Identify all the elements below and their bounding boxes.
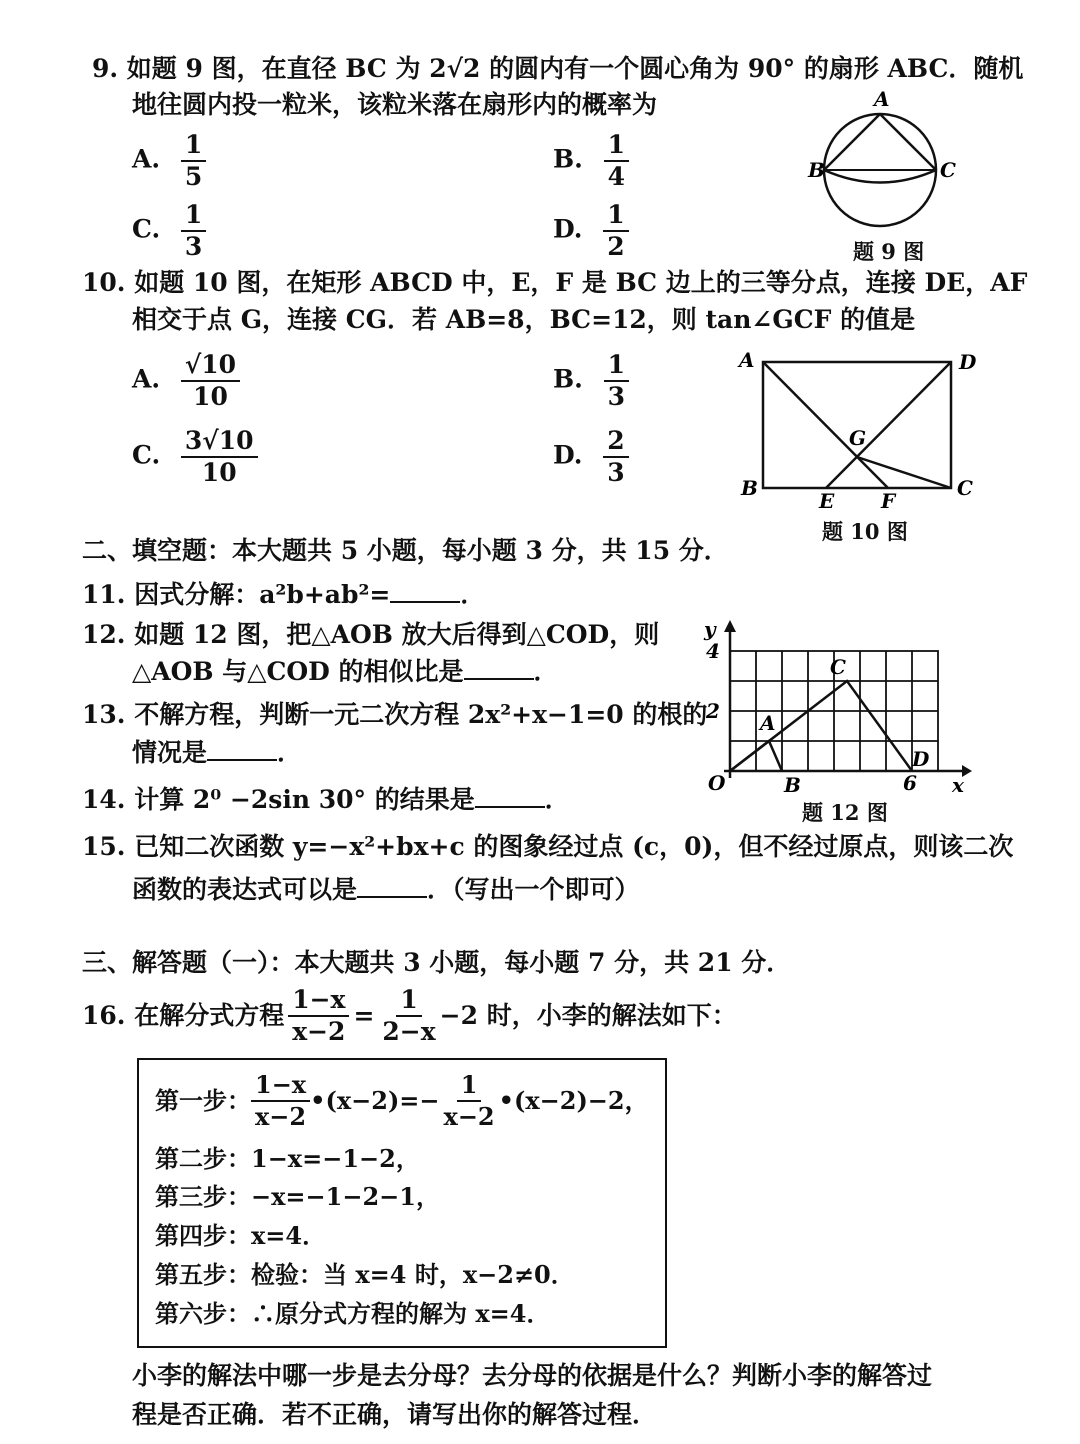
step-6: 第六步：∴原分式方程的解为 x=4． bbox=[155, 1299, 551, 1328]
point-d-label: D bbox=[912, 747, 930, 771]
denominator: 2 bbox=[607, 232, 625, 261]
q12-line1: 12. 如题 12 图，把△AOB 放大后得到△COD，则 bbox=[82, 620, 660, 649]
option-label: D. bbox=[553, 214, 583, 244]
option-label: B. bbox=[553, 364, 583, 394]
tick-label-x6: 6 bbox=[903, 771, 917, 795]
step-2: 第二步：1−x=−1−2， bbox=[155, 1144, 420, 1173]
q10-line1: 10. 如题 10 图，在矩形 ABCD 中，E，F 是 BC 边上的三等分点，连接 DE，AF bbox=[82, 268, 1028, 297]
fraction bbox=[181, 130, 206, 192]
fraction bbox=[288, 985, 349, 1047]
fraction bbox=[181, 426, 258, 488]
sector-arc bbox=[824, 170, 936, 183]
fraction bbox=[603, 426, 628, 488]
q13-end: ． bbox=[277, 738, 303, 767]
q15-end: ．（写出一个即可） bbox=[427, 875, 640, 904]
section-3-heading: 三、解答题（一）：本大题共 3 小题，每小题 7 分，共 21 分． bbox=[82, 948, 792, 977]
point-f-label: F bbox=[881, 489, 896, 513]
point-b-label: B bbox=[784, 773, 801, 797]
numerator: 2 bbox=[603, 426, 628, 458]
option-label: C. bbox=[132, 214, 161, 244]
tick-label-y4: 4 bbox=[706, 639, 720, 663]
tick-label-y2: 2 bbox=[706, 699, 720, 723]
numerator: √10 bbox=[181, 350, 240, 382]
denominator: x−2 bbox=[255, 1102, 307, 1131]
rectangle-abcd bbox=[763, 362, 951, 488]
fraction bbox=[440, 1070, 499, 1132]
q16-text: 16. 在解分式方程 bbox=[82, 1001, 285, 1030]
option-label: D. bbox=[553, 440, 583, 470]
point-a-label: A bbox=[874, 87, 890, 111]
option-label: A. bbox=[132, 144, 161, 174]
y-axis-label: y bbox=[704, 617, 716, 641]
fraction bbox=[251, 1070, 310, 1132]
q9-option-c bbox=[132, 200, 206, 262]
q12-line2 bbox=[132, 655, 559, 689]
q16-question-line2: 程是否正确．若不正确，请写出你的解答过程． bbox=[132, 1400, 658, 1429]
numerator: 1−x bbox=[251, 1070, 310, 1102]
figure-12-caption: 题 12 图 bbox=[802, 800, 888, 825]
denominator: 5 bbox=[184, 162, 203, 191]
q9-option-d bbox=[553, 200, 629, 262]
figure-10-caption: 题 10 图 bbox=[822, 519, 908, 544]
step-text: •(x−2)=− bbox=[310, 1086, 440, 1115]
fraction bbox=[603, 200, 628, 262]
triangle-cod bbox=[730, 681, 912, 771]
q9-option-a bbox=[132, 130, 206, 192]
q15-text: 函数的表达式可以是 bbox=[132, 875, 358, 904]
numerator: 3√10 bbox=[181, 426, 258, 458]
answer-blank[interactable] bbox=[357, 876, 427, 898]
numerator: 1 bbox=[396, 985, 421, 1017]
q10-option-a bbox=[132, 350, 240, 412]
fraction bbox=[181, 350, 240, 412]
q10-option-d bbox=[553, 426, 629, 488]
point-c-label: C bbox=[957, 476, 973, 500]
q10-option-c bbox=[132, 426, 258, 488]
numerator: 1−x bbox=[288, 985, 349, 1017]
q14-text: 14. 计算 2⁰ −2sin 30° 的结果是 bbox=[82, 785, 475, 814]
fraction bbox=[604, 130, 629, 192]
q9-option-b bbox=[553, 130, 629, 192]
q14 bbox=[82, 783, 570, 817]
q15-line2 bbox=[132, 873, 640, 907]
section-2-heading: 二、填空题：本大题共 5 小题，每小题 3 分，共 15 分． bbox=[82, 536, 729, 565]
denominator: 3 bbox=[607, 458, 625, 487]
denominator: x−2 bbox=[292, 1017, 346, 1046]
point-e-label: E bbox=[819, 489, 835, 513]
q16-question-line1: 小李的解法中哪一步是去分母？去分母的依据是什么？判断小李的解答过 bbox=[132, 1361, 933, 1390]
origin-label: O bbox=[708, 771, 726, 795]
step-3: 第三步：−x=−1−2−1， bbox=[155, 1182, 440, 1211]
figure-9-caption: 题 9 图 bbox=[853, 239, 925, 264]
segment-af bbox=[763, 362, 888, 488]
q16-header bbox=[82, 985, 737, 1047]
q10-option-b bbox=[553, 350, 629, 412]
point-c-label: C bbox=[830, 655, 846, 679]
denominator: 10 bbox=[201, 458, 237, 487]
fraction bbox=[181, 200, 206, 262]
fraction bbox=[604, 350, 629, 412]
q9-line1: 9. 如题 9 图，在直径 BC 为 2√2 的圆内有一个圆心角为 90° 的扇形 ABC．随机 bbox=[92, 54, 1024, 83]
q16-text-end: −2 时，小李的解法如下： bbox=[439, 1001, 737, 1030]
q14-end: ． bbox=[544, 785, 570, 814]
q12-end: ． bbox=[533, 657, 559, 686]
point-c-label: C bbox=[940, 158, 956, 182]
point-a-label: A bbox=[760, 711, 776, 735]
segment-de bbox=[826, 362, 951, 488]
q11-end: ． bbox=[460, 580, 486, 609]
step-1 bbox=[155, 1070, 649, 1132]
point-b-label: B bbox=[741, 476, 758, 500]
equals-sign: = bbox=[353, 1001, 375, 1030]
point-d-label: D bbox=[959, 350, 977, 374]
point-a-label: A bbox=[739, 348, 755, 372]
numerator: 1 bbox=[457, 1070, 482, 1102]
denominator: 3 bbox=[184, 232, 203, 261]
denominator: 2−x bbox=[382, 1017, 436, 1046]
q15-line1: 15. 已知二次函数 y=−x²+bx+c 的图象经过点 (c，0)，但不经过原点，则该二次 bbox=[82, 832, 1014, 861]
answer-blank[interactable] bbox=[464, 658, 534, 680]
figure-12 bbox=[700, 618, 970, 803]
q12-text: △AOB 与△COD 的相似比是 bbox=[132, 657, 464, 686]
q11 bbox=[82, 578, 485, 612]
point-g-label: G bbox=[849, 426, 867, 450]
q13-line2 bbox=[132, 736, 302, 770]
numerator: 1 bbox=[181, 130, 206, 162]
numerator: 1 bbox=[603, 200, 628, 232]
q9-line2: 地往圆内投一粒米，该粒米落在扇形内的概率为 bbox=[132, 90, 658, 119]
step-4: 第四步：x=4． bbox=[155, 1221, 327, 1250]
step-text-end: •(x−2)−2， bbox=[498, 1086, 649, 1115]
option-label: B. bbox=[553, 144, 583, 174]
denominator: 10 bbox=[193, 382, 228, 411]
denominator: 3 bbox=[607, 382, 625, 411]
point-b-label: B bbox=[808, 158, 825, 182]
answer-blank[interactable] bbox=[207, 739, 277, 761]
numerator: 1 bbox=[604, 350, 629, 382]
step-label: 第一步： bbox=[155, 1086, 251, 1115]
answer-blank[interactable] bbox=[475, 786, 545, 808]
numerator: 1 bbox=[604, 130, 629, 162]
q13-line1: 13. 不解方程，判断一元二次方程 2x²+x−1=0 的根的 bbox=[82, 700, 708, 729]
figure-10 bbox=[735, 345, 985, 515]
denominator: 4 bbox=[607, 162, 625, 191]
denominator: x−2 bbox=[443, 1102, 495, 1131]
q11-text: 11. 因式分解：a²b+ab²= bbox=[82, 580, 391, 609]
x-axis-label: x bbox=[952, 773, 964, 797]
option-label: A. bbox=[132, 364, 161, 394]
option-label: C. bbox=[132, 440, 161, 470]
q13-text: 情况是 bbox=[132, 738, 208, 767]
answer-blank[interactable] bbox=[390, 581, 460, 603]
step-5: 第五步：检验：当 x=4 时，x−2≠0． bbox=[155, 1260, 575, 1289]
numerator: 1 bbox=[181, 200, 206, 232]
q10-line2: 相交于点 G，连接 CG．若 AB=8，BC=12，则 tan∠GCF 的值是 bbox=[132, 305, 916, 334]
fraction bbox=[378, 985, 439, 1047]
y-axis-arrow bbox=[724, 620, 736, 632]
